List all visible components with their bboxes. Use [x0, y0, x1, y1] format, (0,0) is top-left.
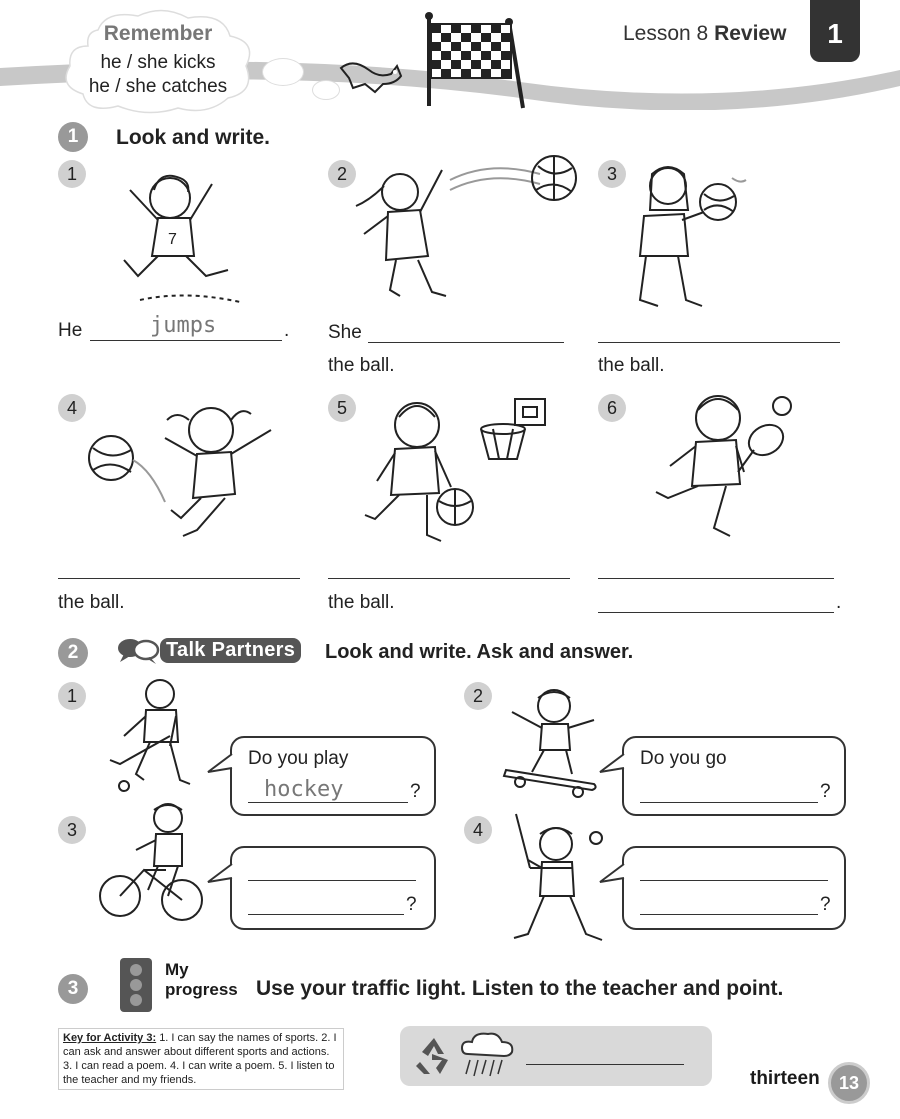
- girl-kicking-illustration: [85, 390, 285, 545]
- activity-2-number: 2: [58, 638, 88, 668]
- talk-item-1-answer: hockey: [264, 777, 344, 802]
- item-4-second: the ball.: [58, 592, 125, 613]
- talk-item-1-question: Do you play: [248, 748, 349, 769]
- talk-item-1-qmark: ?: [410, 781, 421, 802]
- activity-1-title: Look and write.: [116, 126, 271, 149]
- activity-3-number: 3: [58, 974, 88, 1004]
- lesson-prefix: Lesson 8: [623, 22, 709, 45]
- item-5-answer-line[interactable]: [328, 578, 570, 579]
- remember-title: Remember: [103, 22, 213, 45]
- item-3-number: 3: [598, 160, 626, 188]
- talk-bubble-4: [622, 846, 846, 930]
- talk-bubble-3: [230, 846, 436, 930]
- remember-line-1: he / she kicks: [100, 52, 216, 73]
- item-1-suffix: .: [284, 320, 290, 341]
- my-progress-label-bottom: progress: [165, 980, 238, 999]
- talk-item-2-number: 2: [464, 682, 492, 710]
- girl-throwing-illustration: [350, 150, 590, 310]
- unit-tab: 1: [810, 0, 860, 62]
- item-6-number: 6: [598, 394, 626, 422]
- boy-basketball-illustration: [355, 395, 555, 545]
- girl-skateboard-illustration: [498, 684, 608, 800]
- item-6-answer-line-1[interactable]: [598, 578, 834, 579]
- dog-icon: [335, 48, 405, 98]
- activity-1-number: 1: [58, 122, 88, 152]
- lesson-review: Review: [714, 22, 787, 45]
- svg-text:7: 7: [168, 231, 177, 248]
- page-number: 13: [828, 1062, 870, 1104]
- item-3-answer-line[interactable]: [598, 342, 840, 343]
- boy-hockey-illustration: [100, 676, 200, 796]
- bubble-tail-2: [598, 752, 626, 776]
- traffic-light-icon: [114, 956, 158, 1014]
- boy-tennis-illustration: [640, 388, 800, 548]
- key-text: 1. I can say the names of sports. 2. I can ask and answer about different sports and actions. 3. I can read a poem. 4. I can write a poem. 5. I listen to the teacher and my friends.: [63, 1032, 337, 1086]
- talk-item-3-question-line[interactable]: [248, 880, 416, 881]
- bubble-tail-3: [206, 862, 234, 886]
- item-3-second: the ball.: [598, 355, 665, 376]
- item-4-number: 4: [58, 394, 86, 422]
- item-6-second: .: [836, 592, 842, 613]
- key-for-activity-3: [58, 1028, 344, 1090]
- item-5-number: 5: [328, 394, 356, 422]
- talk-partners-badge: Talk Partners: [160, 638, 301, 663]
- talk-item-2-qmark: ?: [820, 781, 831, 802]
- item-2-number: 2: [328, 160, 356, 188]
- boy-jumping-illustration: [110, 160, 260, 310]
- recycle-icon: [412, 1034, 456, 1078]
- boy-cycling-illustration: [96, 800, 206, 930]
- speech-bubbles-icon: [116, 636, 160, 666]
- item-6-answer-line-2[interactable]: [598, 612, 834, 613]
- cloud-puff-1: [262, 58, 304, 86]
- bubble-tail-1: [206, 752, 234, 776]
- item-1-answer: jumps: [150, 313, 217, 338]
- talk-item-3-number: 3: [58, 816, 86, 844]
- activity-3-title: Use your traffic light. Listen to the teacher and point.: [256, 977, 784, 1000]
- remember-line-2: he / she catches: [88, 76, 228, 97]
- talk-item-3-answer-line[interactable]: [248, 914, 404, 915]
- talk-item-2-question: Do you go: [640, 748, 727, 769]
- bubble-tail-4: [598, 862, 626, 886]
- talk-item-4-number: 4: [464, 816, 492, 844]
- rain-cloud-icon: [456, 1030, 518, 1082]
- talk-item-3-qmark: ?: [406, 894, 417, 915]
- checkered-flag-icon: [415, 10, 535, 110]
- talk-item-2-answer-line[interactable]: [640, 802, 818, 803]
- recycle-answer-line[interactable]: [526, 1064, 684, 1065]
- talk-item-4-answer-line[interactable]: [640, 914, 818, 915]
- item-5-second: the ball.: [328, 592, 395, 613]
- item-1-prefix: He: [58, 320, 83, 341]
- girl-baseball-illustration: [500, 808, 610, 948]
- talk-item-1-answer-line[interactable]: [248, 802, 408, 803]
- item-2-answer-line[interactable]: [368, 342, 564, 343]
- item-2-second: the ball.: [328, 355, 395, 376]
- activity-2-title: Look and write. Ask and answer.: [325, 641, 634, 663]
- my-progress-label-top: My: [165, 960, 189, 979]
- item-1-answer-line[interactable]: [90, 340, 282, 341]
- page-word: thirteen: [750, 1068, 820, 1089]
- lesson-label: [605, 14, 808, 54]
- talk-item-4-qmark: ?: [820, 894, 831, 915]
- key-heading: Key for Activity 3:: [63, 1032, 157, 1044]
- item-2-prefix: She: [328, 322, 362, 343]
- item-4-answer-line[interactable]: [58, 578, 300, 579]
- item-1-number: 1: [58, 160, 86, 188]
- girl-catching-illustration: [622, 160, 752, 310]
- talk-item-1-number: 1: [58, 682, 86, 710]
- talk-item-4-question-line[interactable]: [640, 880, 828, 881]
